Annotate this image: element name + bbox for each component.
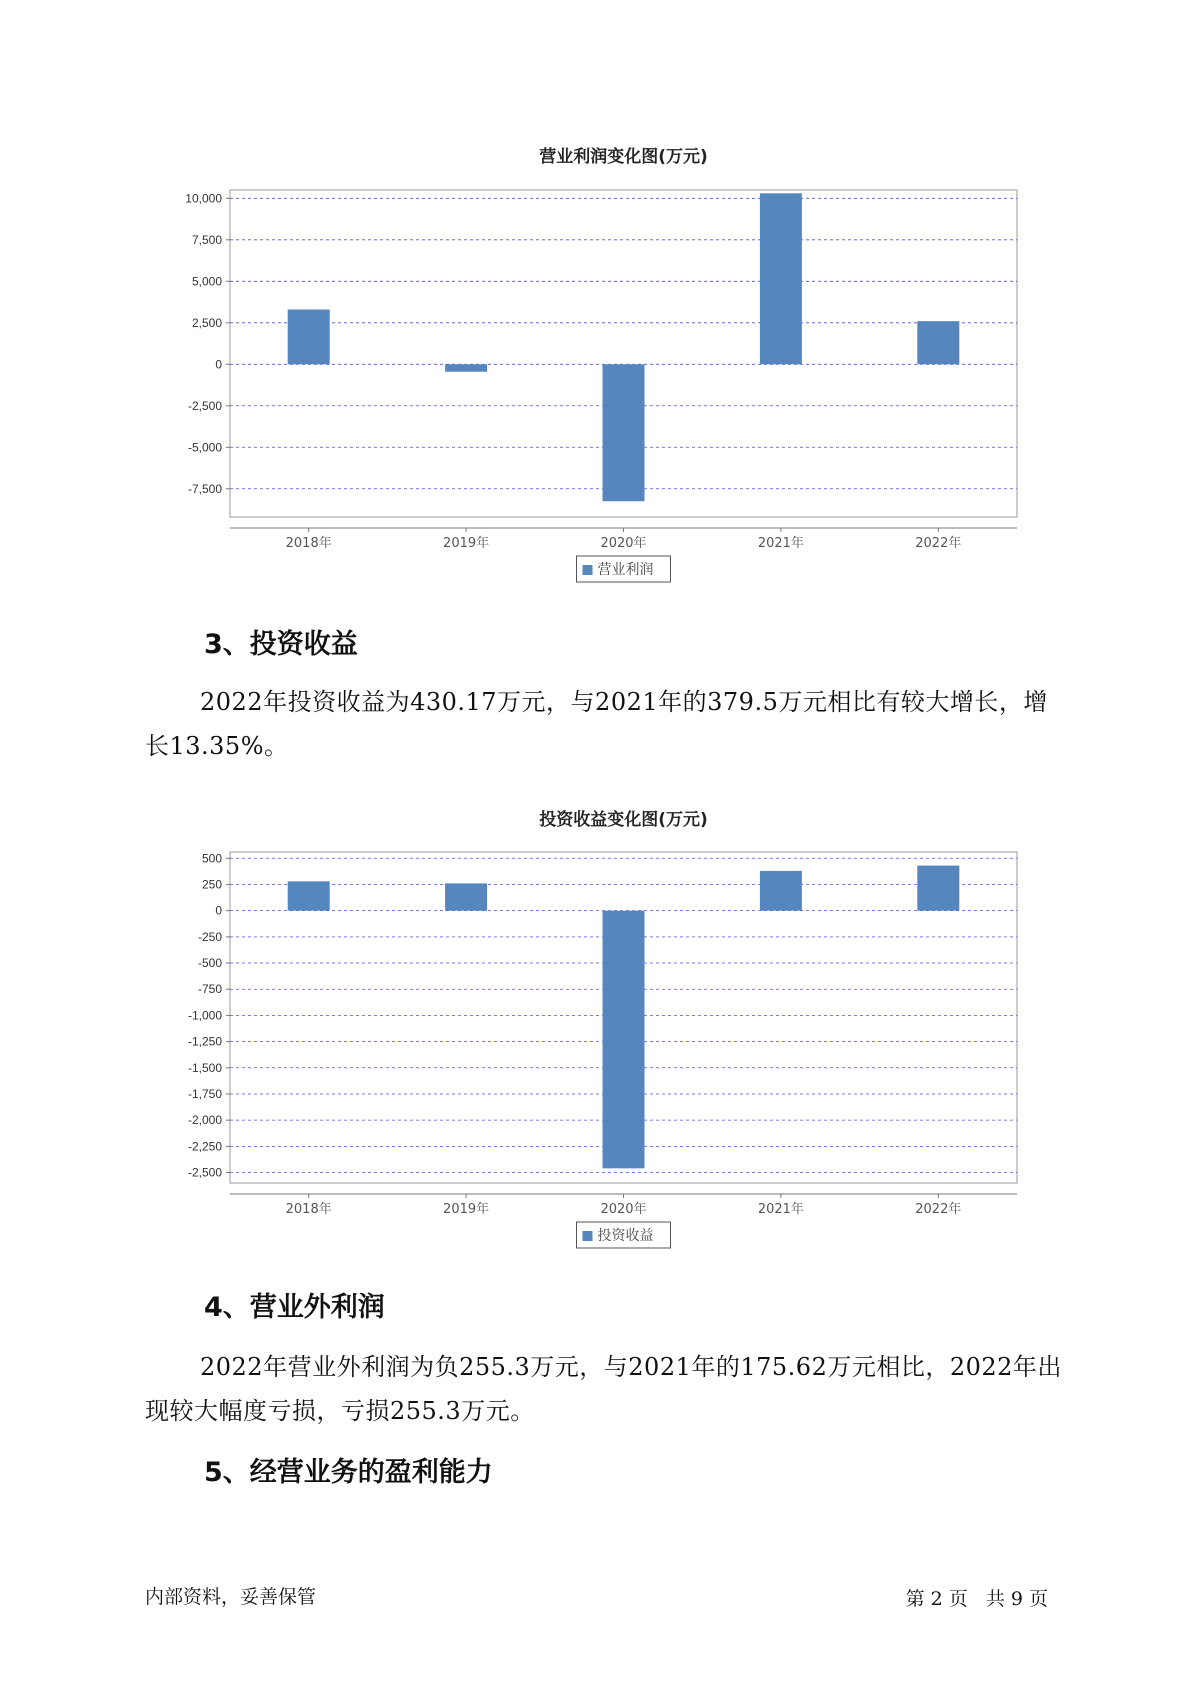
y-tick-label: -250 — [197, 929, 222, 944]
y-tick-label: -2,250 — [187, 1139, 222, 1154]
y-tick-label: -1,750 — [187, 1086, 222, 1101]
legend-label: 投资收益 — [597, 1228, 654, 1244]
investment-income-paragraph: 2022年投资收益为430.17万元，与2021年的379.5万元相比有较大增长，增长13.35%。 — [145, 688, 1048, 760]
x-tick-label: 2021年 — [757, 1202, 804, 1217]
x-tick-label: 2022年 — [915, 536, 962, 551]
chart-title: 投资收益变化图(万元) — [539, 810, 708, 830]
section-heading-investment-income: 3、投资收益 — [204, 629, 358, 660]
total-unit: 页 — [1028, 1588, 1048, 1610]
x-tick-label: 2018年 — [285, 536, 332, 551]
y-tick-label: 0 — [215, 357, 222, 372]
section-heading-operating-profitability: 5、经营业务的盈利能力 — [204, 1457, 493, 1488]
footer-page-indicator — [903, 1584, 1051, 1611]
bar — [917, 866, 959, 911]
y-tick-label: -1,250 — [187, 1034, 222, 1049]
total-prefix: 共 — [985, 1588, 1005, 1610]
y-tick-label: 500 — [201, 851, 222, 866]
bar — [603, 911, 645, 1169]
y-tick-label: 10,000 — [185, 191, 222, 206]
y-tick-label: 7,500 — [191, 232, 222, 247]
page-number: 2 — [930, 1588, 943, 1610]
total-pages: 9 — [1010, 1588, 1023, 1610]
y-tick-label: 5,000 — [191, 274, 222, 289]
chart-title: 营业利润变化图(万元) — [539, 147, 708, 167]
y-tick-label: -1,000 — [187, 1008, 222, 1023]
y-tick-label: -2,000 — [187, 1113, 222, 1128]
x-tick-label: 2020年 — [600, 1202, 647, 1217]
y-tick-label: -2,500 — [187, 1165, 222, 1180]
y-tick-label: 2,500 — [191, 315, 222, 330]
y-tick-label: -1,500 — [187, 1060, 222, 1075]
footer-confidential-note: 内部资料，妥善保管 — [145, 1586, 317, 1608]
x-tick-label: 2020年 — [600, 536, 647, 551]
section-heading-non-operating-profit: 4、营业外利润 — [204, 1292, 385, 1323]
bar — [288, 881, 330, 910]
legend-swatch — [583, 1231, 593, 1241]
y-tick-label: -5,000 — [187, 440, 222, 455]
non-operating-profit-paragraph: 2022年营业外利润为负255.3万元，与2021年的175.62万元相比，2022年出现较大幅度亏损，亏损255.3万元。 — [145, 1353, 1062, 1425]
y-tick-label: -750 — [197, 982, 222, 997]
bar — [760, 871, 802, 911]
y-tick-label: 0 — [215, 903, 222, 918]
x-tick-label: 2022年 — [915, 1202, 962, 1217]
x-tick-label: 2021年 — [757, 536, 804, 551]
y-tick-label: -2,500 — [187, 398, 222, 413]
x-tick-label: 2018年 — [285, 1202, 332, 1217]
page-prefix: 第 — [905, 1588, 925, 1610]
page-unit: 页 — [948, 1588, 968, 1610]
y-tick-label: -7,500 — [187, 481, 222, 496]
y-tick-label: 250 — [201, 877, 222, 892]
bar — [445, 883, 487, 910]
x-tick-label: 2019年 — [443, 1202, 490, 1217]
legend-label: 营业利润 — [597, 562, 654, 578]
y-tick-label: -500 — [197, 956, 222, 971]
x-tick-label: 2019年 — [443, 536, 490, 551]
